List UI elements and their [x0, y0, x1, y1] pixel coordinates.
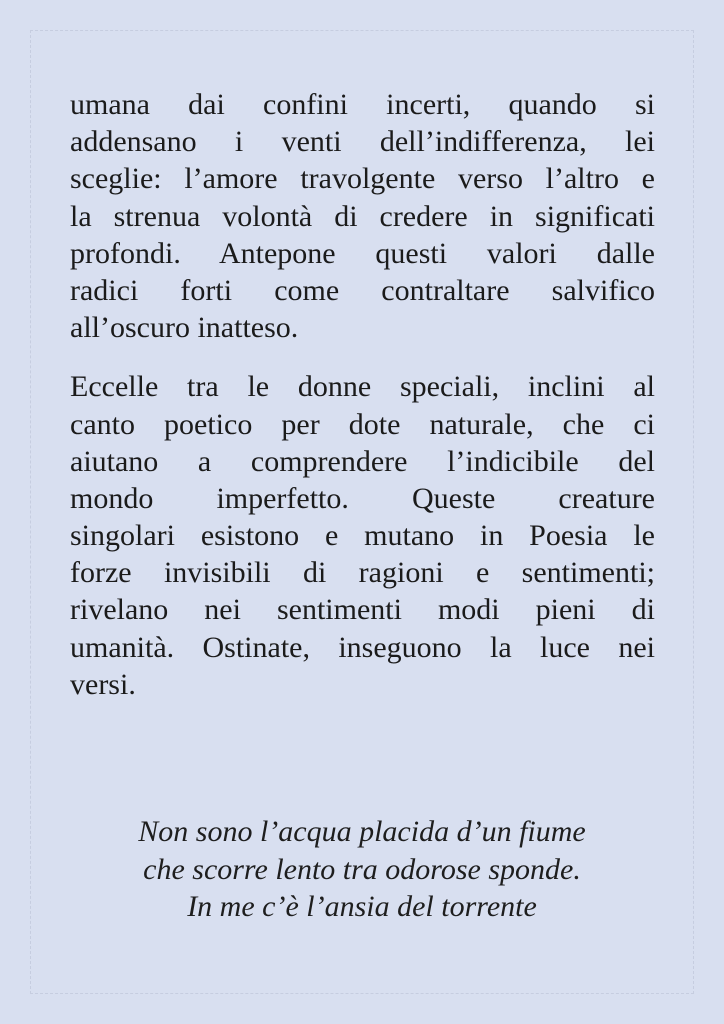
- text-line: mondo imperfetto. Queste creature: [70, 481, 655, 515]
- text-line: singolari esistono e mutano in Poesia le: [70, 519, 655, 553]
- text-line: umanità. Ostinate, inseguono la luce nei: [70, 630, 655, 664]
- text-line: addensano i venti dell’indifferenza, lei: [70, 125, 655, 159]
- poem-line: Non sono l’acqua placida d’un fiume: [138, 815, 586, 848]
- poem-line: In me c’è l’ansia del torrente: [187, 890, 537, 923]
- body-text: [70, 86, 655, 725]
- text-line: aiutano a comprendere l’indicibile del: [70, 444, 655, 478]
- text-line: radici forti come contraltare salvifico: [70, 273, 655, 307]
- text-line: profondi. Antepone questi valori dalle: [70, 236, 655, 270]
- text-line: Eccelle tra le donne speciali, inclini al: [70, 370, 655, 404]
- paragraph-2: [70, 368, 655, 703]
- text-line: canto poetico per dote naturale, che ci: [70, 407, 655, 441]
- poem-line: che scorre lento tra odorose sponde.: [143, 852, 581, 886]
- poem-quote: [0, 813, 724, 926]
- paragraph-1: [70, 86, 655, 346]
- text-line: umana dai confini incerti, quando si: [70, 88, 655, 121]
- text-line: sceglie: l’amore travolgente verso l’altro e: [70, 162, 655, 196]
- text-line: la strenua volontà di credere in significati: [70, 199, 655, 233]
- text-line: versi.: [70, 667, 136, 701]
- text-line: rivelano nei sentimenti modi pieni di: [70, 593, 655, 627]
- text-line: all’oscuro inatteso.: [70, 311, 299, 345]
- text-line: forze invisibili di ragioni e sentimenti;: [70, 556, 655, 590]
